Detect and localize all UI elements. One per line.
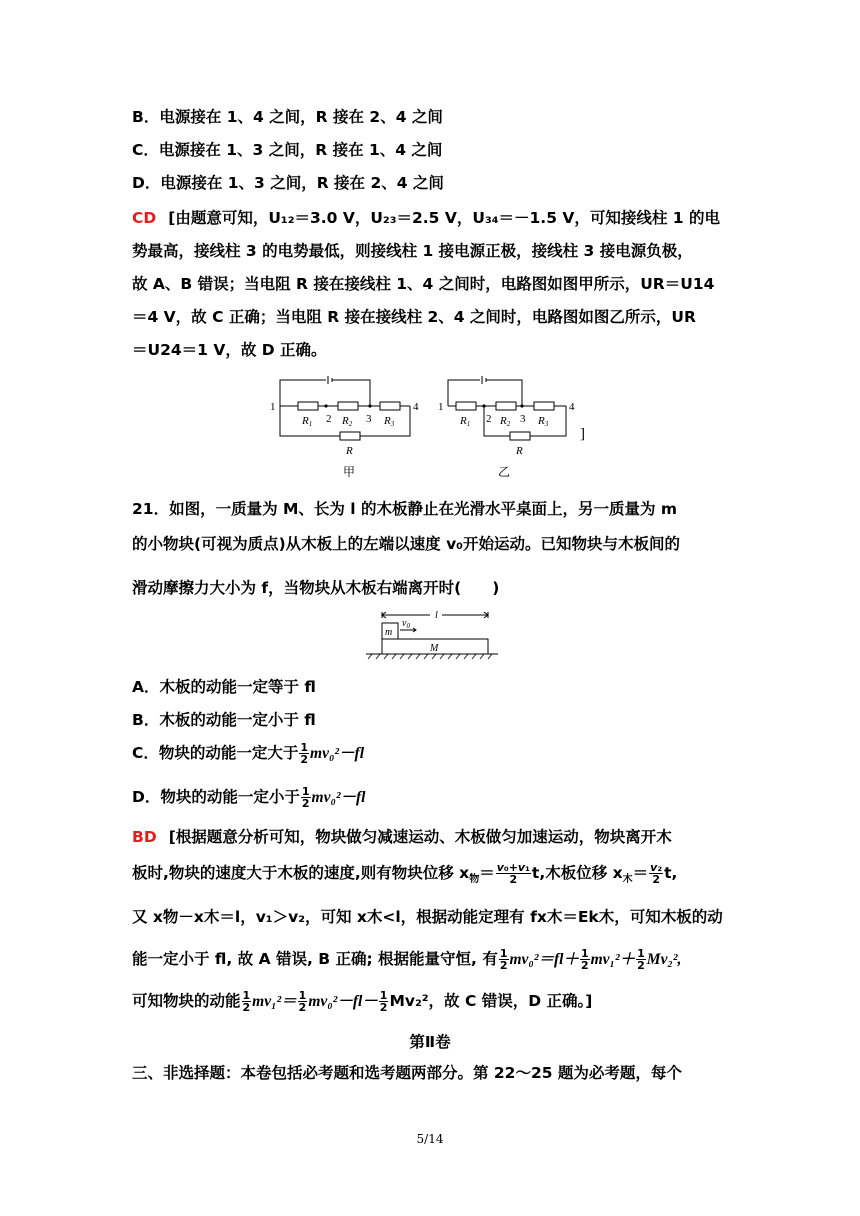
label-v0: $v_0$ bbox=[402, 618, 410, 630]
label-l: l bbox=[435, 610, 438, 621]
resistor-r3-jia bbox=[380, 402, 400, 410]
question21-line3: 滑动摩擦力大小为 f，当物块从木板右端离开时( ) bbox=[132, 579, 500, 597]
answer-q21-line2: 板时,物块的速度大于木板的速度,则有物块位移 $x_物=$ $\frac{\text{v₀+v₁}}{2}$ t,木板位移 $x_木=$ $\frac{\text{v₂}}{2}$ t, bbox=[132, 861, 678, 886]
closing-bracket-q20: ] bbox=[580, 426, 585, 442]
option-d-q20: D．电源接在 1、3 之间，R 接在 2、4 之间 bbox=[132, 174, 444, 192]
label-r3-jia: R3 bbox=[384, 415, 395, 428]
question21-line1: 21．如图，一质量为 M、长为 l 的木板静止在光滑水平桌面上，另一质量为 m bbox=[132, 500, 678, 518]
label-r2-yi: R2 bbox=[500, 415, 511, 428]
option-c-q21: C．物块的动能一定大于 $\frac{1}{2}$ mv₀²－fl bbox=[132, 741, 365, 766]
circuit-diagrams bbox=[270, 372, 600, 482]
node-1-yi: 1 bbox=[438, 401, 444, 413]
caption-jia: 甲 bbox=[343, 465, 356, 479]
option-b-q21: B．木板的动能一定小于 fl bbox=[132, 711, 316, 729]
label-r-yi: R bbox=[516, 445, 523, 457]
node-1-jia: 1 bbox=[270, 401, 276, 413]
block-board-figure bbox=[362, 606, 502, 664]
answer-q21-line4: 能一定小于 fl, 故 A 错误, B 正确; 根据能量守恒, 有 $\frac{1}{2}$ mv₀²＝fl＋ $\frac{1}{2}$ mv₁²＋ $\frac{1}{2}$ Mv₂², bbox=[132, 947, 682, 972]
resistor-r3-yi bbox=[534, 402, 554, 410]
answer-q20-line3: 故 A、B 错误；当电阻 R 接在接线柱 1、4 之间时，电路图如图甲所示，UR＝U14 bbox=[132, 275, 715, 293]
option-d-q21: D．物块的动能一定小于 $\frac{1}{2}$ mv₀²－fl bbox=[132, 785, 366, 810]
answer-q20-line2: 势最高，接线柱 3 的电势最低，则接线柱 1 接电源正极，接线柱 3 接电源负极， bbox=[132, 242, 693, 260]
node-2-jia: 2 bbox=[326, 413, 332, 425]
label-r2-jia: R2 bbox=[342, 415, 353, 428]
answer-q21-line5: 可知物块的动能 $\frac{1}{2}$ mv₁²＝ $\frac{1}{2}$ mv₀²－fl－ $\frac{1}{2}$ Mv₂²，故 C 错误，D 正确。] bbox=[132, 989, 593, 1014]
caption-yi: 乙 bbox=[498, 465, 511, 479]
node-3-yi: 3 bbox=[520, 413, 526, 425]
label-r1-jia: R1 bbox=[302, 415, 313, 428]
label-r1-yi: R1 bbox=[460, 415, 471, 428]
resistor-r2-yi bbox=[496, 402, 516, 410]
section-title: 第Ⅱ卷 bbox=[409, 1033, 451, 1051]
question21-line2: 的小物块(可视为质点)从木板上的左端以速度 v₀开始运动。已知物块与木板间的 bbox=[132, 535, 680, 553]
resistor-r-jia bbox=[340, 432, 360, 440]
page-number: 5/14 bbox=[416, 1132, 444, 1146]
option-b-q20: B．电源接在 1、4 之间，R 接在 2、4 之间 bbox=[132, 108, 443, 126]
option-c-q20: C．电源接在 1、3 之间，R 接在 1、4 之间 bbox=[132, 141, 443, 159]
node-2-yi: 2 bbox=[486, 413, 492, 425]
answer-q20-line1: CD [由题意可知，U₁₂＝3.0 V，U₂₃＝2.5 V，U₃₄＝－1.5 V，可知接线柱 1 的电 bbox=[132, 209, 720, 227]
section-intro: 三、非选择题：本卷包括必考题和选考题两部分。第 22～25 题为必考题，每个 bbox=[132, 1064, 682, 1082]
label-r3-yi: R3 bbox=[538, 415, 549, 428]
answer-key-q21: BD bbox=[132, 828, 157, 846]
node-3-jia: 3 bbox=[366, 413, 372, 425]
answer-key-q20: CD bbox=[132, 209, 157, 227]
answer-q20-line5: ＝U24＝1 V，故 D 正确。 bbox=[132, 341, 327, 359]
label-M: M bbox=[430, 643, 439, 654]
resistor-r1-yi bbox=[456, 402, 476, 410]
label-m: m bbox=[385, 627, 393, 638]
resistor-r2-jia bbox=[338, 402, 358, 410]
resistor-r1-jia bbox=[298, 402, 318, 410]
answer-q20-line4: ＝4 V，故 C 正确；当电阻 R 接在接线柱 2、4 之间时，电路图如图乙所示，UR bbox=[132, 308, 696, 326]
option-a-q21: A．木板的动能一定等于 fl bbox=[132, 678, 316, 696]
answer-q21-line1: BD [根据题意分析可知，物块做匀减速运动、木板做匀加速运动，物块离开木 bbox=[132, 828, 672, 846]
node-4-jia: 4 bbox=[413, 401, 419, 413]
resistor-r-yi bbox=[510, 432, 530, 440]
answer-q21-line3: 又 x物－x木＝l，v₁＞v₂，可知 x木<l，根据动能定理有 fx木＝Ek木，可知木板的动 bbox=[132, 908, 723, 926]
label-r-jia: R bbox=[346, 445, 353, 457]
node-4-yi: 4 bbox=[569, 401, 575, 413]
